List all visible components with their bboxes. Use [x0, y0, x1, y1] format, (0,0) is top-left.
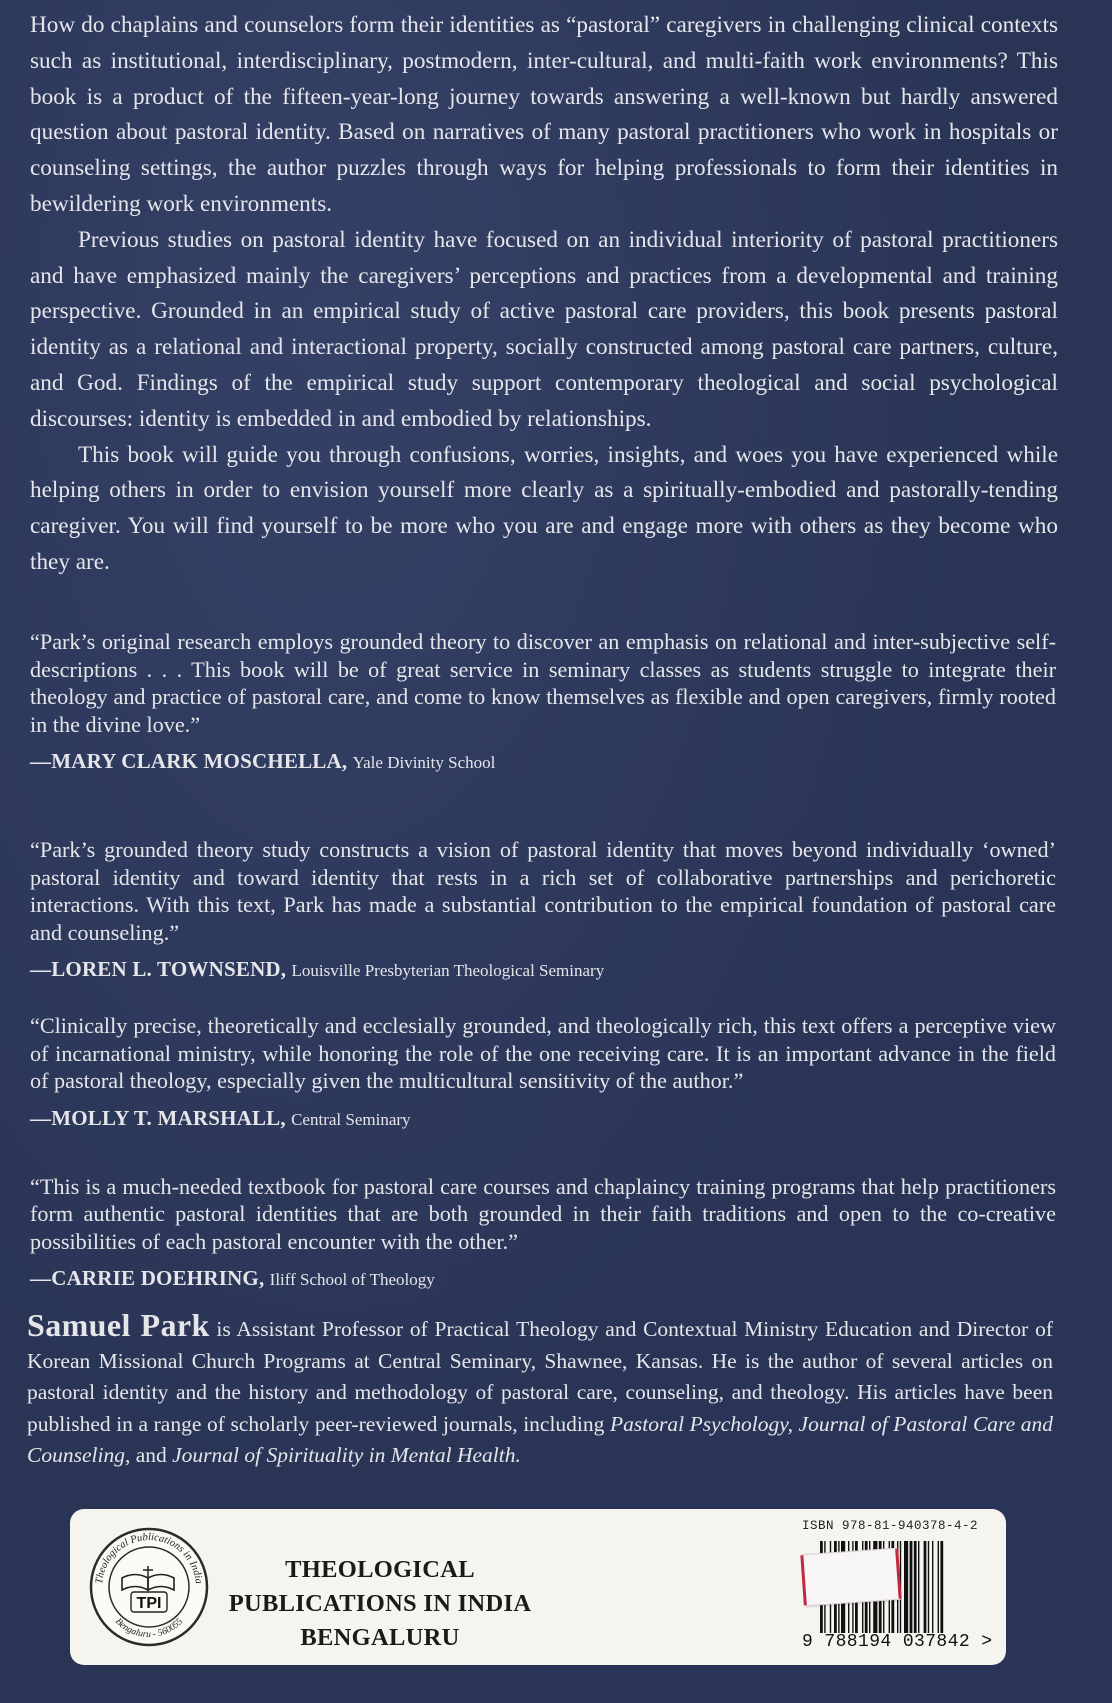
endorser-affiliation: Iliff School of Theology	[269, 1270, 435, 1289]
barcode-bar	[910, 1541, 913, 1633]
publisher-line-2: BENGALURU	[300, 1624, 460, 1651]
endorser-name: —MARY CLARK MOSCHELLA,	[30, 749, 348, 773]
ean-digits: 9 788194 037842 >	[802, 1632, 993, 1652]
barcode-bar	[914, 1541, 917, 1633]
endorser-name: —LOREN L. TOWNSEND,	[30, 957, 287, 981]
description-paragraph-3: This book will guide you through confusions, worries, insights, and woes you have experienced while helping others in order to envision yourself more clearly as a spiritually-embodied and pastorally-tending caregiver. You will find yourself to be more who you are and engage more with others as they become who they are.	[30, 441, 1058, 575]
endorsement-attribution	[30, 748, 1056, 776]
bio-journal-title: Journal of Spirituality in Mental Health.	[172, 1443, 521, 1468]
endorsement-quote: “Park’s original research employs grounded theory to discover an emphasis on relational and inter-subjective self-descriptions . . . This book will be of great service in seminary classes as students struggle to integrate their theology and practice of pastoral care, and come to know themselves as flexible and open caregivers, firmly rooted in the divine love.”	[30, 629, 1056, 737]
barcode-bar	[938, 1541, 939, 1633]
bio-journal-titles: Pastoral Psychology, Journal of Pastoral Care and Counseling,	[27, 1411, 1054, 1468]
publisher-line-1: THEOLOGICAL PUBLICATIONS IN INDIA	[228, 1556, 532, 1617]
author-name: Samuel Park	[27, 1307, 210, 1343]
description-paragraph-1: How do chaplains and counselors form their identities as “pastoral” caregivers in challenging clinical contexts such as institutional, interdisciplinary, postmodern, inter-cultural, and multi-faith work environments? This book is a product of the fifteen-year-long journey towards answering a well-known but hardly answered question about pastoral identity. Based on narratives of many pastoral practitioners who work in hospitals or counseling settings, the author puzzles through ways for helping professionals to form their identities in bewildering work environments.	[30, 12, 1058, 217]
endorsement	[30, 628, 1056, 776]
endorsement-quote: “Clinically precise, theoretically and ecclesially grounded, and theologically rich, this text offers a perceptive view of incarnational ministry, while honoring the role of the one receiving care. It is an important advance in the field of pastoral theology, especially given the multicultural sensitivity of the author.”	[30, 1013, 1056, 1093]
barcode-bar	[940, 1541, 943, 1633]
endorsement	[30, 836, 1056, 984]
description-paragraph-2: Previous studies on pastoral identity have focused on an individual interiority of pastoral practitioners and have emphasized mainly the caregivers’ perceptions and practices from a developmental and training perspective. Grounded in an empirical study of active pastoral care providers, this book presents pastoral identity as a relational and interactional property, socially constructed among pastoral care partners, culture, and God. Findings of the empirical study support contemporary theological and social psychological discourses: identity is embedded in and embodied by relationships.	[30, 226, 1058, 432]
isbn-label: ISBN 978-81-940378-4-2	[802, 1519, 979, 1533]
price-sticker	[801, 1548, 900, 1607]
endorsement	[30, 1012, 1056, 1133]
endorsement-attribution	[30, 956, 1056, 984]
endorser-name: —MOLLY T. MARSHALL,	[30, 1105, 286, 1130]
author-bio	[27, 1307, 1054, 1472]
endorsement-attribution	[30, 1105, 1056, 1133]
book-description	[30, 8, 1058, 581]
logo-ring-top-text: Theological Publications in India	[94, 1531, 204, 1585]
endorsement-quote: “This is a much-needed textbook for pastoral care courses and chaplaincy training programs that help practitioners form authentic pastoral identities that are both grounded in their faith traditions and open to the co-creative possibilities of each pastoral encounter with the other.”	[30, 1173, 1056, 1254]
endorser-name: —CARRIE DOEHRING,	[30, 1266, 265, 1290]
endorser-affiliation: Central Seminary	[291, 1109, 411, 1129]
publisher-name	[220, 1553, 540, 1655]
endorser-affiliation: Louisville Presbyterian Theological Seminary	[291, 961, 605, 980]
endorsement-attribution	[30, 1265, 1056, 1293]
bio-text-conjunction: and	[130, 1443, 173, 1468]
logo-ring-bottom-text: Bengaluru - 560055	[112, 1616, 186, 1641]
barcode-bar	[904, 1541, 908, 1633]
logo-monogram: TPI	[136, 1595, 162, 1612]
tpi-seal-logo	[88, 1526, 210, 1648]
endorsements	[30, 628, 1056, 1321]
barcode-bar	[932, 1541, 933, 1633]
bio-text: is Assistant Professor of Practical Theology and Contextual Ministry Education and Director of Korean Missional Church Programs at Central Seminary, Shawnee, Kansas. He is the author of several articles on pastoral identity and the history and methodology of pastoral care, counseling, and theology. His articles have been published in a range of scholarly peer-reviewed journals, including	[27, 1317, 1053, 1436]
barcode-bar	[924, 1541, 927, 1633]
endorsement	[30, 1173, 1056, 1294]
barcode-bar	[928, 1541, 929, 1633]
endorsement-quote: “Park’s grounded theory study constructs a vision of pastoral identity that moves beyond individually ‘owned’ pastoral identity and toward identity that rests in a rich set of collaborative partnerships and perichoretic interactions. With this text, Park has made a substantial contribution to the empirical foundation of pastoral care and counseling.”	[30, 837, 1056, 945]
barcode-bar	[918, 1541, 919, 1633]
endorser-affiliation: Yale Divinity School	[352, 753, 496, 772]
